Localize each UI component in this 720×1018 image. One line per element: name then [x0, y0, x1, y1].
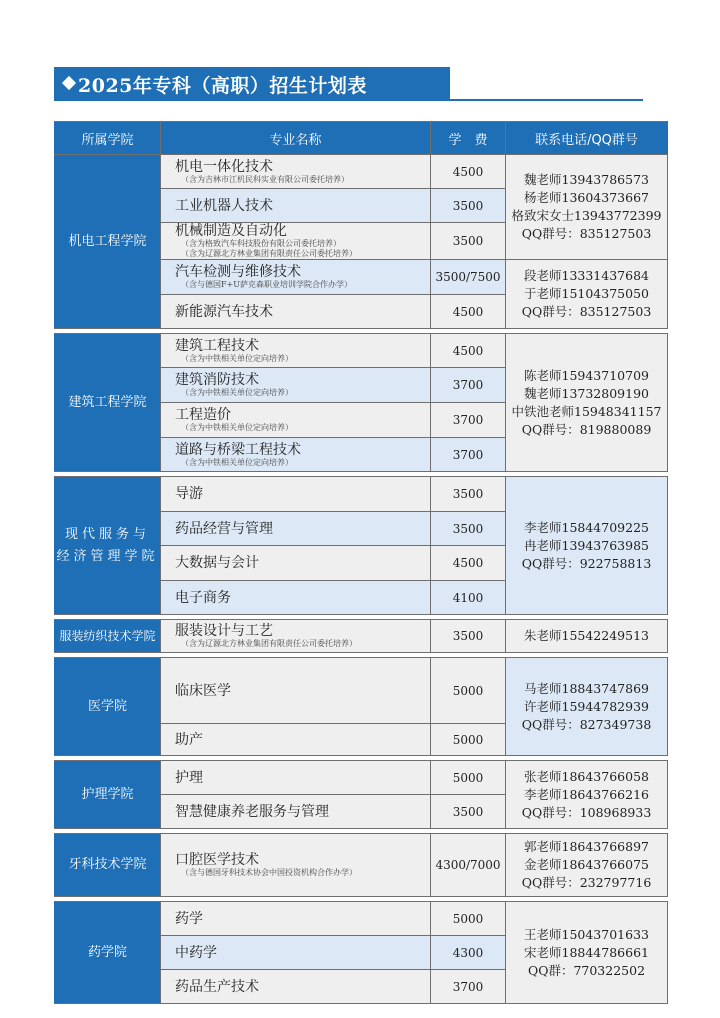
contact-cell: [506, 155, 668, 260]
major-cell: [161, 902, 431, 936]
major-name: 助产: [175, 731, 203, 748]
major-cell: [161, 970, 431, 1004]
header-fee: 学 费: [431, 122, 506, 155]
major-cell: [161, 368, 431, 403]
major-note: （含与德国F+U萨克森职业培训学院合作办学）: [181, 280, 352, 289]
contact-line: 许老师15944782939: [524, 698, 649, 714]
tuition-fee-cell: 4300: [431, 936, 506, 970]
tuition-fee-cell: 3500: [431, 477, 506, 512]
tuition-fee-cell: 5000: [431, 761, 506, 795]
table-row: [55, 834, 668, 897]
college-cell: [55, 761, 161, 829]
major-name: 导游: [175, 486, 203, 502]
contact-line: 段老师13331437684: [524, 268, 649, 283]
contact-line: 李老师15844709225: [524, 519, 649, 535]
tuition-fee-cell: 4500: [431, 546, 506, 581]
tuition-fee-cell: 5000: [431, 658, 506, 724]
college-cell: [55, 902, 161, 1004]
major-note: （含为中铁相关单位定向培养）: [181, 457, 293, 467]
tuition-fee-cell: 4300/7000: [431, 834, 506, 897]
contact-line: QQ群号：835127503: [521, 304, 652, 319]
major-name: 道路与桥梁工程技术: [175, 441, 301, 458]
major-name: 智慧健康养老服务与管理: [175, 803, 329, 820]
major-cell: [161, 260, 431, 295]
tuition-fee-cell: 3700: [431, 403, 506, 438]
major-cell: [161, 223, 431, 260]
tuition-fee-cell: 3500: [431, 620, 506, 653]
major-cell: [161, 936, 431, 970]
enrollment-plan-table-wrapper: [54, 121, 667, 1004]
tuition-fee-cell: 3500: [431, 189, 506, 223]
contact-line: QQ群号：835127503: [521, 226, 652, 241]
contact-line: 格致宋女士13943772399: [511, 208, 662, 223]
contact-line: 马老师18843747869: [524, 680, 649, 696]
major-name: 药品生产技术: [175, 978, 259, 995]
contact-cell: [506, 834, 668, 897]
tuition-fee-cell: 4500: [431, 334, 506, 368]
major-name: 工程造价: [175, 407, 231, 423]
tuition-fee-cell: 3700: [431, 368, 506, 403]
contact-line: QQ群号：827349738: [521, 716, 652, 732]
contact-line: 朱老师15542249513: [524, 628, 649, 643]
contact-cell: [506, 658, 668, 756]
contact-cell: [506, 761, 668, 829]
major-name: 工业机器人技术: [175, 197, 273, 214]
contact-line: QQ群号：922758813: [521, 555, 652, 571]
contact-line: 宋老师18844786661: [524, 944, 649, 960]
contact-line: QQ群号：108968933: [521, 804, 652, 820]
contact-line: 郭老师18643766897: [524, 839, 649, 854]
college-name: 医学院: [87, 698, 127, 714]
major-note: （含与德国牙科技术协会中国投资机构合作办学）: [181, 868, 357, 877]
tuition-fee-cell: 3700: [431, 970, 506, 1004]
college-cell: [55, 834, 161, 897]
table-row: [55, 761, 668, 795]
table-row: [55, 658, 668, 724]
major-name: 建筑工程技术: [175, 337, 259, 354]
contact-line: 中铁池老师15948341157: [511, 403, 662, 419]
tuition-fee-cell: 5000: [431, 724, 506, 756]
major-cell: [161, 403, 431, 438]
major-name: 电子商务: [175, 589, 231, 606]
major-name: 口腔医学技术: [175, 852, 259, 868]
major-name: 药学: [175, 910, 203, 927]
contact-cell: [506, 902, 668, 1004]
contact-line: 李老师18643766216: [524, 786, 649, 802]
contact-cell: [506, 620, 668, 653]
major-note: （含为辽源北方林业集团有限责任公司委托培养）: [181, 249, 357, 258]
contact-line: 魏老师13732809190: [524, 385, 649, 401]
title-banner: [54, 67, 450, 101]
college-name: 牙科技术学院: [68, 857, 147, 872]
table-row: [55, 620, 668, 653]
title-underline: [54, 99, 643, 101]
tuition-fee-cell: 4100: [431, 581, 506, 615]
major-note: （含为中铁相关单位定向培养）: [181, 423, 293, 432]
major-note: （含为辽源北方林业集团有限责任公司委托培养）: [181, 639, 357, 648]
major-name: 建筑消防技术: [175, 372, 259, 388]
table-row: [55, 477, 668, 512]
header-contact: 联系电话/QQ群号: [506, 122, 668, 155]
tuition-fee-cell: 3500/7500: [431, 260, 506, 295]
major-cell: [161, 512, 431, 546]
major-cell: [161, 620, 431, 653]
contact-line: 杨老师13604373667: [524, 190, 649, 205]
college-cell: [55, 620, 161, 653]
major-note: （含为格致汽车科技股份有限公司委托培养）: [181, 239, 341, 248]
college-cell: [55, 334, 161, 472]
contact-cell: [506, 477, 668, 615]
college-cell: [55, 477, 161, 615]
header-major: 专业名称: [161, 122, 431, 155]
major-name: 临床医学: [175, 682, 231, 699]
table-header-row: [55, 122, 668, 155]
college-name: 建筑工程学院: [68, 394, 147, 410]
major-name: 服装设计与工艺: [175, 623, 273, 639]
major-cell: [161, 724, 431, 756]
college-cell: [55, 658, 161, 756]
contact-line: QQ群号：232797716: [521, 875, 652, 890]
table-body: [55, 155, 668, 1004]
major-cell: [161, 834, 431, 897]
major-name: 大数据与会计: [175, 555, 259, 571]
major-name: 机械制造及自动化: [175, 223, 287, 239]
major-cell: [161, 761, 431, 795]
major-cell: [161, 295, 431, 329]
major-note: （含为中铁相关单位定向培养）: [181, 388, 293, 397]
major-name: 药品经营与管理: [175, 520, 273, 537]
enrollment-plan-table: [54, 121, 668, 1004]
contact-line: 于老师15104375050: [524, 286, 649, 301]
major-cell: [161, 581, 431, 615]
table-row: [55, 155, 668, 189]
header-college: 所属学院: [55, 122, 161, 155]
major-name: 中药学: [175, 944, 217, 961]
table-row: [55, 902, 668, 936]
tuition-fee-cell: 3500: [431, 223, 506, 260]
major-name: 护理: [175, 769, 203, 786]
major-cell: [161, 334, 431, 368]
contact-line: 金老师18643766075: [524, 857, 649, 872]
college-name: 机电工程学院: [68, 233, 147, 249]
major-cell: [161, 477, 431, 512]
major-note: （含为中铁相关单位定向培养）: [181, 353, 293, 363]
contact-line: 陈老师15943710709: [524, 367, 649, 383]
contact-line: QQ群：770322502: [527, 962, 646, 978]
contact-line: 冉老师13943763985: [524, 537, 649, 553]
college-name-line: 现代服务与: [64, 526, 150, 542]
major-name: 机电一体化技术: [175, 158, 273, 175]
major-name: 新能源汽车技术: [175, 303, 273, 320]
contact-cell: [506, 334, 668, 472]
contact-line: QQ群号：819880089: [521, 421, 652, 437]
major-cell: [161, 438, 431, 472]
table-row: [55, 334, 668, 368]
tuition-fee-cell: 5000: [431, 902, 506, 936]
college-cell: [55, 155, 161, 329]
college-name: 服装纺织技术学院: [59, 629, 156, 643]
major-cell: [161, 658, 431, 724]
tuition-fee-cell: 4500: [431, 295, 506, 329]
contact-line: 王老师15043701633: [524, 926, 649, 942]
tuition-fee-cell: 4500: [431, 155, 506, 189]
major-cell: [161, 546, 431, 581]
major-cell: [161, 155, 431, 189]
contact-line: 魏老师13943786573: [524, 172, 649, 187]
tuition-fee-cell: 3700: [431, 438, 506, 472]
tuition-fee-cell: 3500: [431, 512, 506, 546]
page-title: 2025年专科（高职）招生计划表: [78, 74, 367, 97]
contact-cell: [506, 260, 668, 329]
major-note: （含为吉林市江机民科实业有限公司委托培养）: [181, 174, 349, 184]
college-name: 护理学院: [81, 786, 134, 802]
college-name: 药学院: [87, 944, 127, 960]
tuition-fee-cell: 3500: [431, 795, 506, 829]
major-cell: [161, 795, 431, 829]
major-cell: [161, 189, 431, 223]
college-name-line: 经济管理学院: [56, 548, 159, 564]
major-name: 汽车检测与维修技术: [175, 264, 301, 280]
contact-line: 张老师18643766058: [524, 768, 649, 784]
